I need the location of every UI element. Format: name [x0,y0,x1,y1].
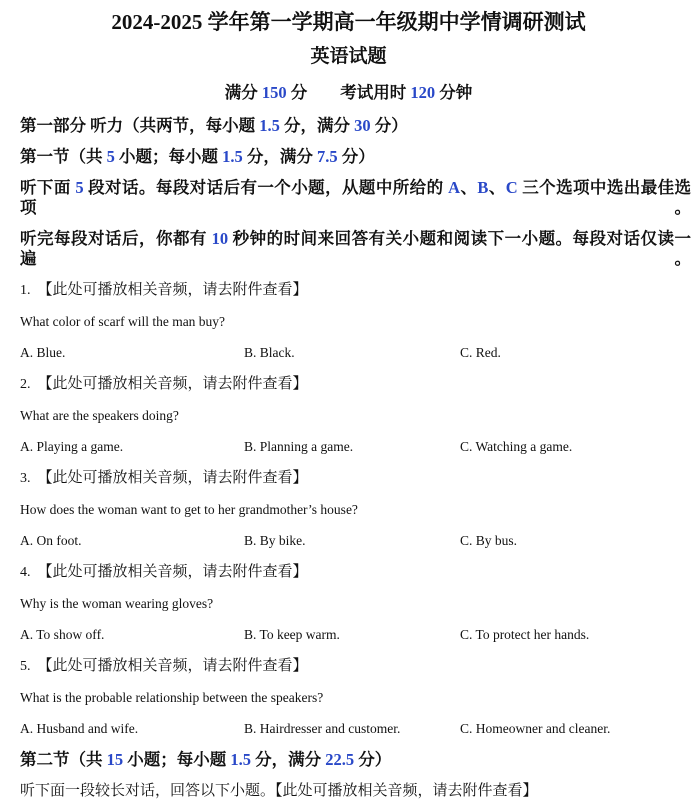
question-number: 3. [20,471,31,486]
options-row [20,625,697,645]
audio-placeholder-line [20,280,697,301]
audio-placeholder-text: 【此处可播放相关音频，请去附件查看】 [37,470,308,486]
listening-instructions-line1: 听下面 5 段对话。每段对话后有一个小题，从题中所给的 A、B、C 三个选项中选出最佳选项。 [20,178,692,217]
question-item-2 [0,374,697,457]
option-a: A. To show off. [20,627,105,642]
exam-subtitle: 英语试题 [310,46,387,67]
section1-heading: 第一节（共 5 小题；每小题 1.5 分，满分 7.5 分） [20,147,375,166]
question-number: 4. [20,565,31,580]
options-row [20,437,697,457]
option-c: C. Homeowner and cleaner. [460,721,611,736]
option-b: B. Black. [244,345,295,360]
option-b: B. By bike. [244,533,306,548]
audio-placeholder-text: 【此处可播放相关音频，请去附件查看】 [37,376,308,392]
audio-placeholder-line [20,468,697,489]
question-item-1 [0,280,697,363]
option-a: A. Blue. [20,345,66,360]
question-text: Why is the woman wearing gloves? [20,596,214,611]
option-a: A. Husband and wife. [20,721,139,736]
question-item-5 [0,656,697,739]
question-item-4 [0,562,697,645]
question-text: What is the probable relationship between the speakers? [20,690,324,705]
option-c: C. Watching a game. [460,439,573,454]
option-b: B. To keep warm. [244,627,340,642]
listening-instructions-line2: 听完每段对话后，你都有 10 秒钟的时间来回答有关小题和阅读下一小题。每段对话仅读一遍。 [20,229,692,268]
exam-body [0,116,697,801]
section2-heading: 第二节（共 15 小题；每小题 1.5 分，满分 22.5 分） [20,750,392,769]
audio-placeholder-line [20,562,697,583]
exam-score-duration: 满分 150 分 考试用时 120 分钟 [224,83,473,102]
option-a: A. Playing a game. [20,439,124,454]
options-row [20,343,697,363]
exam-title: 2024-2025 学年第一学期高一年级期中学情调研测试 [111,10,586,34]
question-text: How does the woman want to get to her grandmother’s house? [20,502,358,517]
question-text: What are the speakers doing? [20,408,179,423]
audio-placeholder-line [20,656,697,677]
question-item-3 [0,468,697,551]
audio-placeholder-text: 【此处可播放相关音频，请去附件查看】 [37,658,308,674]
option-c: C. By bus. [460,533,518,548]
section2-instructions: 听下面一段较长对话，回答以下小题。【此处可播放相关音频，请去附件查看】 [20,783,538,799]
question-number: 5. [20,659,31,674]
option-b: B. Hairdresser and customer. [244,721,401,736]
option-a: A. On foot. [20,533,82,548]
question-number: 2. [20,377,31,392]
audio-placeholder-line [20,374,697,395]
part1-heading: 第一部分 听力（共两节，每小题 1.5 分，满分 30 分） [20,116,408,135]
question-text: What color of scarf will the man buy? [20,314,226,329]
option-c: C. Red. [460,345,501,360]
option-c: C. To protect her hands. [460,627,590,642]
audio-placeholder-text: 【此处可播放相关音频，请去附件查看】 [37,282,308,298]
option-b: B. Planning a game. [244,439,354,454]
options-row [20,719,697,739]
audio-placeholder-text: 【此处可播放相关音频，请去附件查看】 [37,564,308,580]
options-row [20,531,697,551]
question-number: 1. [20,283,31,298]
